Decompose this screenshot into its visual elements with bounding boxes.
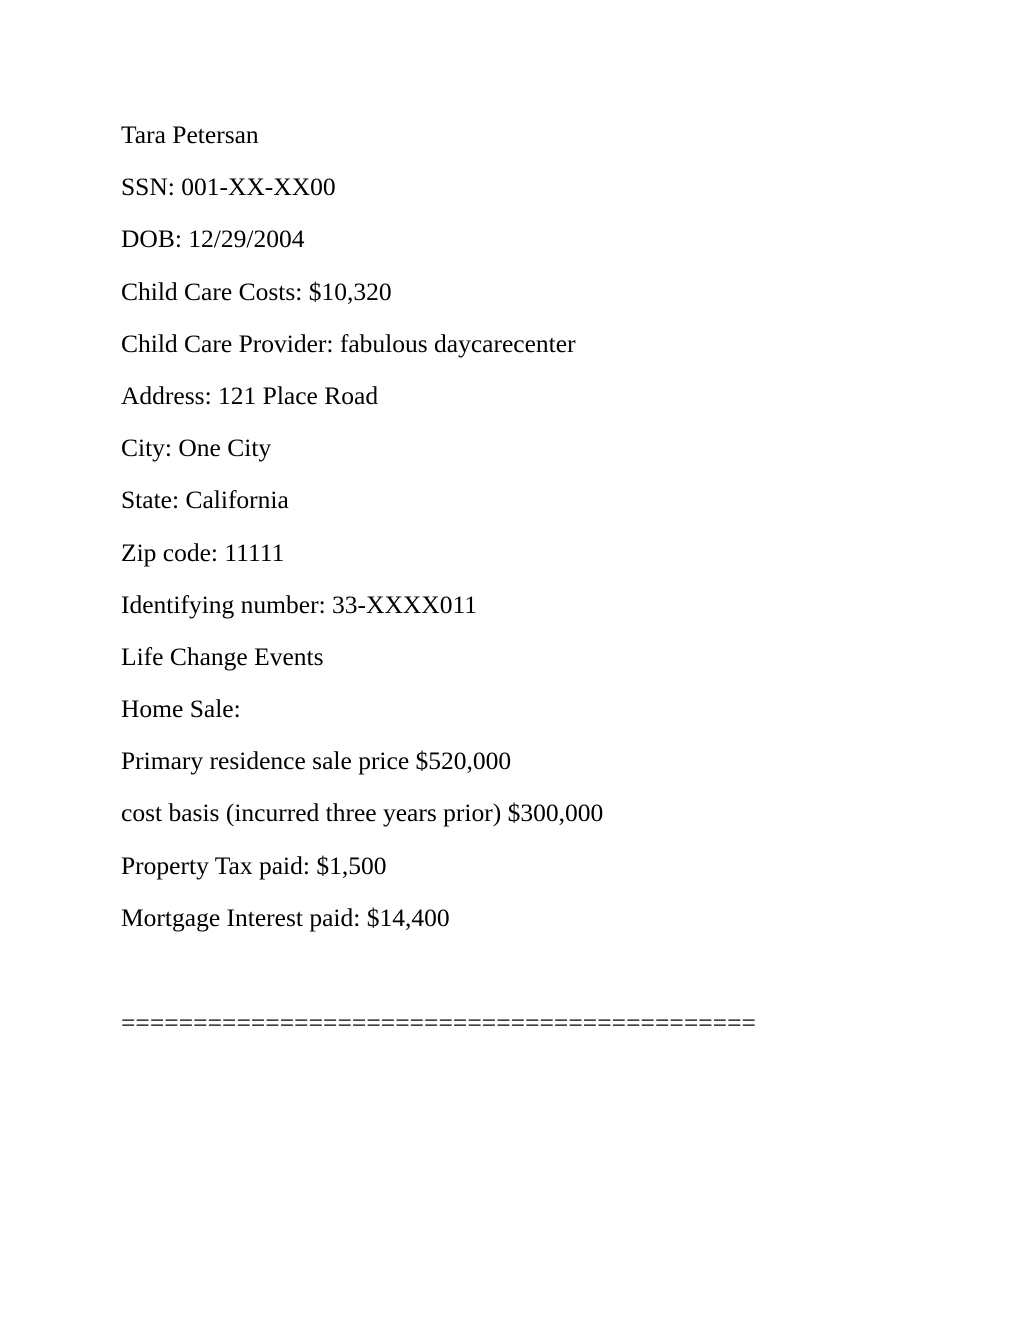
mortgage-interest-line: Mortgage Interest paid: $14,400 <box>121 902 450 932</box>
separator-line: ============================================ <box>121 1008 756 1037</box>
document-body <box>121 119 603 954</box>
ssn-line: SSN: 001-XX-XX00 <box>121 172 336 202</box>
dob-line: DOB: 12/29/2004 <box>121 224 305 254</box>
identifying-number-line: Identifying number: 33-XXXX011 <box>121 589 477 619</box>
home-sale-heading: Home Sale: <box>121 694 241 724</box>
city-line: City: One City <box>121 433 272 463</box>
address-line: Address: 121 Place Road <box>121 380 379 410</box>
sale-price-line: Primary residence sale price $520,000 <box>121 746 512 776</box>
name-line: Tara Petersan <box>121 120 259 149</box>
child-care-provider-line: Child Care Provider: fabulous daycarecenter <box>121 328 576 358</box>
child-care-costs-line: Child Care Costs: $10,320 <box>121 276 392 306</box>
cost-basis-line: cost basis (incurred three years prior) $300,000 <box>121 798 604 828</box>
life-change-events-heading: Life Change Events <box>121 641 324 671</box>
zip-code-line: Zip code: 11111 <box>121 537 285 567</box>
property-tax-line: Property Tax paid: $1,500 <box>121 850 387 880</box>
state-line: State: California <box>121 485 289 515</box>
